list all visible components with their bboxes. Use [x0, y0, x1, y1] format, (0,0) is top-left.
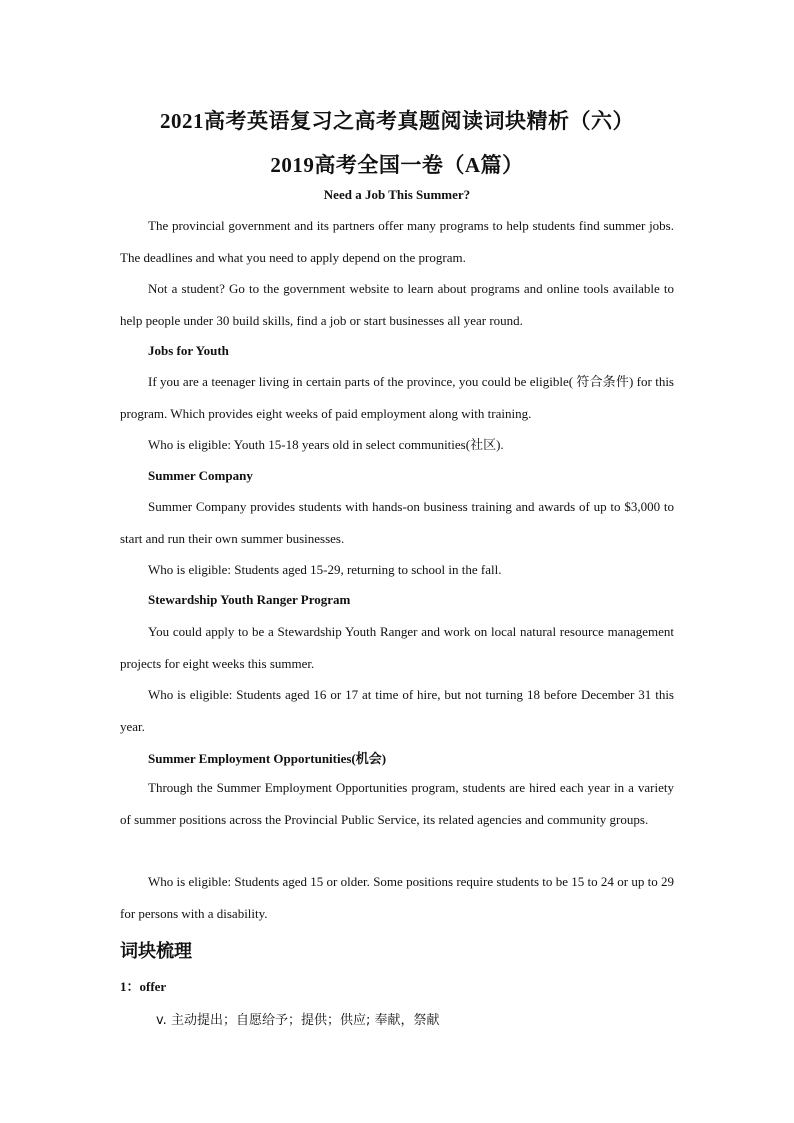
paragraph: Who is eligible: Students aged 16 or 17 at time of hire, but not turning 18 before December 31 this year. — [120, 687, 674, 734]
paragraph: Who is eligible: Youth 15-18 years old in select communities(社区). — [148, 437, 504, 452]
paragraph: Summer Company provides students with hands-on business training and awards of up to $3,000 to start and run their own summer businesses. — [120, 499, 674, 546]
section-heading: Summer Employment Opportunities(机会) — [148, 751, 387, 766]
paragraph: Who is eligible: Students aged 15-29, returning to school in the fall. — [148, 562, 502, 577]
section-heading: Jobs for Youth — [148, 343, 229, 358]
article-heading: Need a Job This Summer? — [323, 187, 471, 202]
document-title: 2021高考英语复习之高考真题阅读词块精析（六） — [160, 109, 634, 133]
vocab-word: 1：offer — [120, 979, 167, 994]
vocab-definition: v. 主动提出；自愿给予；提供；供应; 奉献，祭献 — [156, 1013, 440, 1028]
paragraph: If you are a teenager living in certain parts of the province, you could be eligible( 符合条件) for this program. Which provides eight weeks of paid employment along with training. — [120, 374, 674, 421]
paragraph: You could apply to be a Stewardship Youth Ranger and work on local natural resource management projects for eight weeks this summer. — [120, 624, 674, 671]
paragraph: The provincial government and its partners offer many programs to help students find summer jobs. The deadlines and what you need to apply depend on the program. — [120, 218, 674, 265]
document-subtitle: 2019高考全国一卷（A篇） — [270, 153, 524, 177]
section-heading: Stewardship Youth Ranger Program — [148, 592, 351, 607]
paragraph: Who is eligible: Students aged 15 or older. Some positions require students to be 15 to 24 or up to 29 for persons with a disability. — [120, 874, 674, 921]
paragraph: Not a student? Go to the government website to learn about programs and online tools available to help people under 30 build skills, find a job or start businesses all year round. — [120, 281, 674, 328]
vocab-section-title: 词块梳理 — [120, 941, 192, 962]
paragraph: Through the Summer Employment Opportunities program, students are hired each year in a variety of summer positions across the Provincial Public Service, its related agencies and community groups. — [120, 780, 674, 827]
section-heading: Summer Company — [148, 468, 253, 483]
